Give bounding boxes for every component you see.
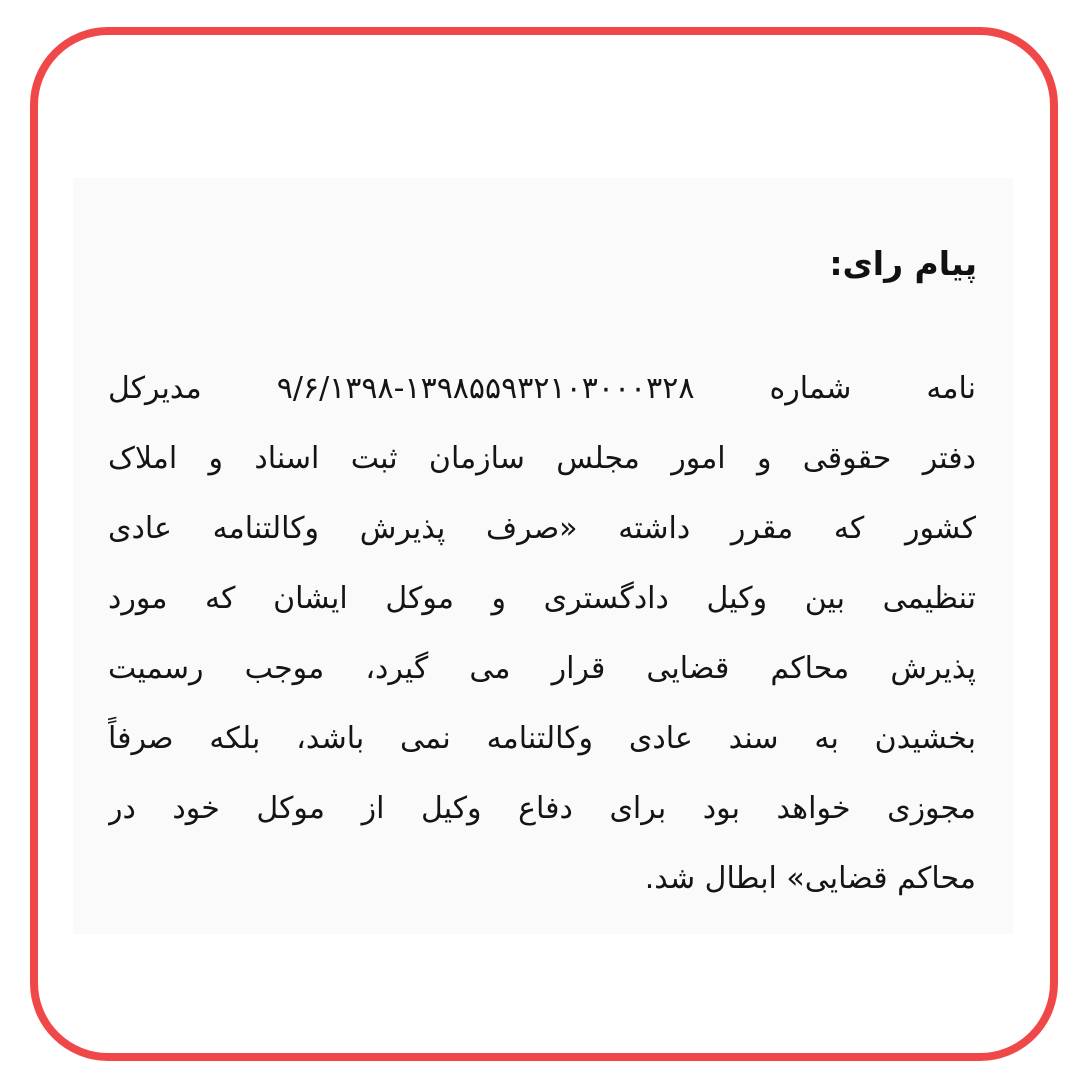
- body-line: نامه شماره ۱۳۹۸۵۵۹۳۲۱۰۳۰۰۰۳۲۸-۹/۶/۱۳۹۸ مدیرکل: [108, 371, 976, 406]
- body-line: مجوزی خواهد بود برای دفاع وکیل از موکل خود در: [108, 791, 976, 826]
- body-line: پذیرش محاکم قضایی قرار می گیرد، موجب رسمیت: [108, 651, 976, 686]
- document-body: [108, 354, 976, 914]
- document-title: پیام رای:: [829, 244, 977, 283]
- body-line: دفتر حقوقی و امور مجلس سازمان ثبت اسناد و املاک: [108, 441, 976, 476]
- body-line-last: محاکم قضایی» ابطال شد.: [644, 861, 976, 896]
- body-line: کشور که مقرر داشته «صرف پذیرش وکالتنامه عادی: [108, 511, 976, 546]
- body-line: تنظیمی بین وکیل دادگستری و موکل ایشان که مورد: [108, 581, 976, 616]
- body-line: بخشیدن به سند عادی وکالتنامه نمی باشد، بلکه صرفاً: [108, 721, 976, 756]
